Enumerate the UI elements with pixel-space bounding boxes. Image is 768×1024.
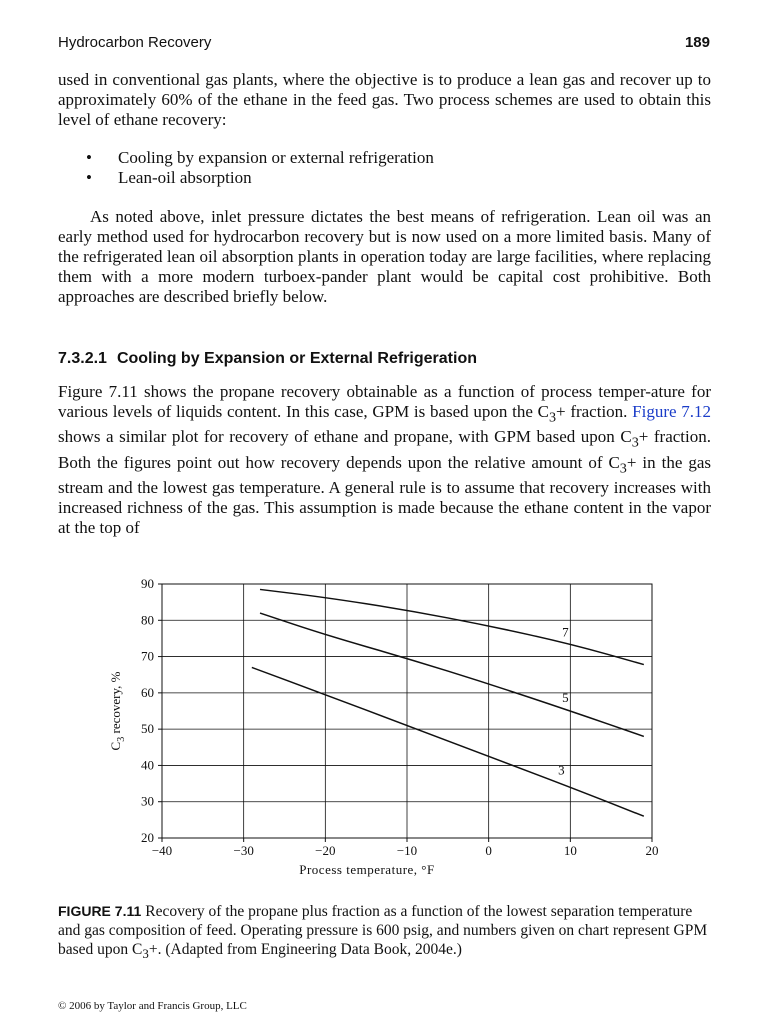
y-tick-label: 20 xyxy=(141,830,154,845)
caption-label: FIGURE 7.11 xyxy=(58,903,142,919)
page-number: 189 xyxy=(684,34,710,51)
caption-text: +. (Adapted from Engineering Data Book, 2004e.) xyxy=(148,941,462,958)
section-heading xyxy=(58,350,477,368)
running-title: Hydrocarbon Recovery xyxy=(58,34,212,51)
y-tick-label: 70 xyxy=(141,648,154,664)
y-tick-label: 60 xyxy=(141,684,154,700)
running-head xyxy=(58,34,710,56)
bullet-list xyxy=(86,148,434,188)
y-tick-label: 30 xyxy=(141,793,154,809)
x-tick-label: −30 xyxy=(233,843,254,858)
text-run: Figure 7.11 shows the propane recovery obtainable as a function of process temper-ature for various levels of liquids content. In this case, GPM is based upon the C xyxy=(58,382,711,421)
section-number: 7.3.2.1 xyxy=(58,350,107,367)
section-title: Cooling by Expansion or External Refrigeration xyxy=(116,350,477,367)
body-paragraph: As noted above, inlet pressure dictates the best means of refrigeration. Lean oil was an early method used for hydrocarbon recovery but is now used on a more limited basis. Many of the refrigerated lean oil absorption plants in operation today are large facilities, where replacing them with a more modern turboex-pander plant would be capital cost prohibitive. Both approaches are described briefly below. xyxy=(58,207,711,306)
chart-svg xyxy=(100,572,680,882)
y-tick-label: 50 xyxy=(141,721,154,737)
body-paragraph xyxy=(58,382,711,538)
text-run: shows a similar plot for recovery of ethane and propane, with GPM based upon C xyxy=(58,427,632,447)
series-label-gpm-3: 3 xyxy=(558,762,565,778)
series-label-gpm-7: 7 xyxy=(562,624,569,640)
subscript: 3 xyxy=(619,460,627,477)
text-run: + in the gas stream and the lowest gas temperature. A general rule is to assume that recovery increases with increased richness of the gas. This assumption is made because the ethane content in the vapor at the top of xyxy=(58,452,711,538)
x-tick-label: 10 xyxy=(563,843,577,858)
series-line-gpm-7 xyxy=(260,589,644,664)
series-line-gpm-3 xyxy=(252,667,644,816)
copyright-notice: © 2006 by Taylor and Francis Group, LLC xyxy=(58,1000,247,1012)
subscript: 3 xyxy=(142,946,149,962)
text-run: + fraction. xyxy=(556,402,633,421)
subscript: 3 xyxy=(631,434,639,451)
series-label-gpm-5: 5 xyxy=(562,689,569,705)
series-line-gpm-5 xyxy=(260,613,644,736)
x-tick-label: 0 xyxy=(485,843,492,858)
y-tick-label: 90 xyxy=(141,576,154,591)
bullet-item: • Cooling by expansion or external refrigeration xyxy=(86,148,434,168)
figure-7-11-chart xyxy=(100,572,680,882)
bullet-item: • Lean-oil absorption xyxy=(86,168,434,188)
x-tick-label: −40 xyxy=(151,843,173,858)
x-tick-label: −20 xyxy=(315,843,336,858)
y-tick-label: 80 xyxy=(141,612,154,628)
x-axis-label: Process temperature, °F xyxy=(299,862,435,877)
figure-caption xyxy=(58,902,711,963)
y-axis-label: $C_3$ recovery, % xyxy=(108,671,127,751)
y-tick-label: 40 xyxy=(141,757,154,773)
text-run: + fraction. Both the figures point out how recovery depends upon the relative amount of C xyxy=(58,427,711,472)
subscript: 3 xyxy=(548,409,557,426)
x-tick-label: −10 xyxy=(396,843,418,858)
intro-paragraph: used in conventional gas plants, where the objective is to produce a lean gas and recover up to approximately 60% of the ethane in the feed gas. Two process schemes are used to obtain this level of ethane recovery: xyxy=(58,70,711,129)
x-tick-label: 20 xyxy=(645,843,659,858)
figure-link[interactable]: Figure 7.12 xyxy=(632,402,711,421)
caption-text: Recovery of the propane plus fraction as a function of the lowest separation temperature and gas composition of feed. Operating pressure is 600 psig, and numbers given on chart represent GPM based upon C xyxy=(58,903,708,958)
